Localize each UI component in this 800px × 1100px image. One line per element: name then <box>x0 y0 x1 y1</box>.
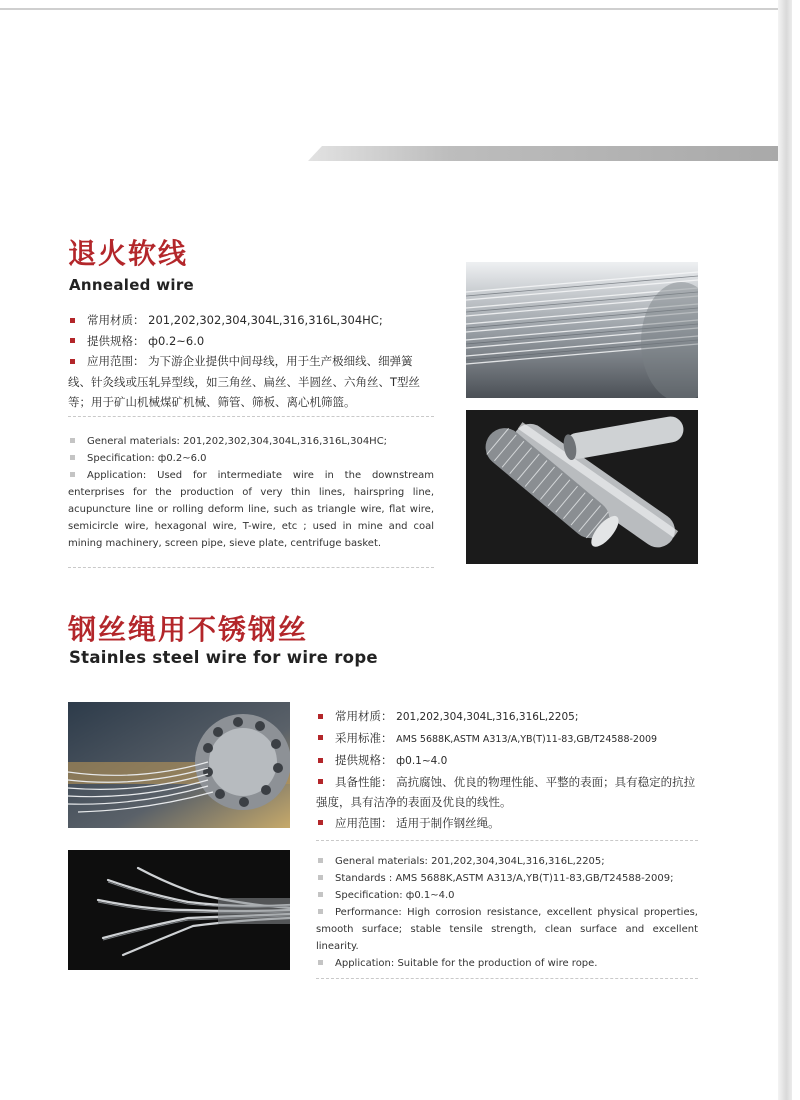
page-binding-shadow <box>778 0 792 1100</box>
wire-rope-strands-photo <box>68 850 290 970</box>
bullet-icon <box>70 359 75 364</box>
divider <box>316 840 698 841</box>
en-spec-list <box>316 853 698 972</box>
list-item: Application: Suitable for the production of wire rope. <box>316 955 698 972</box>
list-item: General materials: 201,202,302,304,304L,316,316L,304HC; <box>68 433 434 450</box>
bullet-icon <box>70 318 75 323</box>
cn-spec-list <box>316 706 698 833</box>
bullet-icon <box>70 338 75 343</box>
bullet-icon <box>318 960 323 965</box>
screen-pipe-photo <box>466 410 698 564</box>
bullet-icon <box>318 820 323 825</box>
list-item: Specification: ф0.2~6.0 <box>68 450 434 467</box>
list-item: 应用范围： 为下游企业提供中间母线，用于生产极细线、细弹簧线、针灸线或压轧异型线，如三角丝、扁丝、半圆丝、六角丝、T型丝等；用于矿山机械煤矿机械、筛管、筛板、离心机筛篮。 <box>68 354 421 409</box>
divider <box>316 978 698 979</box>
list-item: 常用材质： 201,202,302,304,304L,316,316L,304HC; <box>68 310 434 331</box>
header-decorative-band <box>308 146 778 161</box>
section-title-en: Annealed wire <box>69 276 195 294</box>
list-item: 具备性能： 高抗腐蚀、优良的物理性能、平整的表面；具有稳定的抗拉强度，具有洁净的表面及优良的线性。 <box>316 774 696 809</box>
bullet-icon <box>70 472 75 477</box>
wire-rope-machine-photo <box>68 702 290 828</box>
bullet-icon <box>318 735 323 740</box>
bullet-icon <box>318 892 323 897</box>
list-item: 应用范围： 适用于制作钢丝绳。 <box>316 813 698 834</box>
list-item: Standards : AMS 5688K,ASTM A313/A,YB(T)11-83,GB/T24588-2009; <box>316 870 698 887</box>
bullet-icon <box>318 758 323 763</box>
bullet-icon <box>70 438 75 443</box>
wire-spool-photo <box>466 262 698 398</box>
list-item: Specification: ф0.1~4.0 <box>316 887 698 904</box>
bullet-icon <box>318 714 323 719</box>
bullet-icon <box>318 909 323 914</box>
divider <box>68 416 434 417</box>
list-item: Application: Used for intermediate wire in the downstream enterprises for the production of very thin lines, hairspring line, acupuncture line or rolling deform line, such as triangle wire, flat wire, semicircle wire, hexagonal wire, T-wire, etc ; used in mine and coal mining machinery, screen pipe, sieve plate, centrifuge basket. <box>68 470 434 549</box>
list-item: 采用标准： AMS 5688K,ASTM A313/A,YB(T)11-83,GB/T24588-2009 <box>316 728 698 751</box>
list-item: 提供规格： ф0.2~6.0 <box>68 331 434 352</box>
section-title-cn: 钢丝绳用不锈钢丝 <box>68 613 309 646</box>
bullet-icon <box>318 779 323 784</box>
bullet-icon <box>318 875 323 880</box>
en-spec-list <box>68 433 434 552</box>
list-item: Performance: High corrosion resistance, excellent physical properties, smooth surface; stable tensile strength, clean surface and excellent linearity. <box>316 907 698 952</box>
list-item: 提供规格： ф0.1~4.0 <box>316 750 698 772</box>
list-item: General materials: 201,202,304,304L,316,316L,2205; <box>316 853 698 870</box>
bullet-icon <box>318 858 323 863</box>
section-title-cn: 退火软线 <box>68 237 189 270</box>
bullet-icon <box>70 455 75 460</box>
cn-spec-list <box>68 310 434 413</box>
section-title-en: Stainles steel wire for wire rope <box>69 648 378 667</box>
divider <box>68 567 434 568</box>
list-item: 常用材质： 201,202,304,304L,316,316L,2205; <box>316 706 698 728</box>
page-top-edge <box>0 8 790 10</box>
